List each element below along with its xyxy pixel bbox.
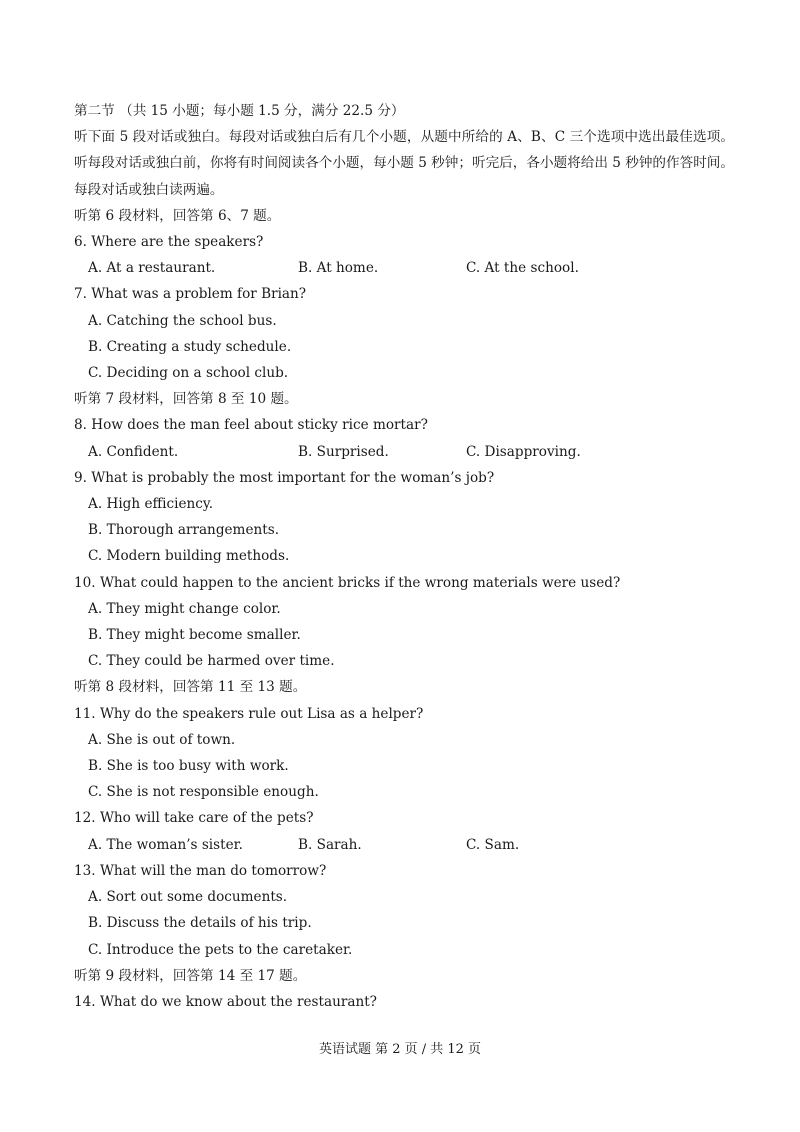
option-c: C. They could be harmed over time.	[88, 653, 335, 670]
option-b: B. Discuss the details of his trip.	[88, 915, 312, 932]
group-header: 听第 6 段材料，回答第 6、7 题。	[74, 207, 281, 224]
question-stem: 8. How does the man feel about sticky rice mortar?	[74, 417, 428, 434]
exam-content	[74, 98, 734, 1015]
question-stem: 13. What will the man do tomorrow?	[74, 862, 327, 879]
question-stem: 9. What is probably the most important for the woman’s job?	[74, 469, 495, 486]
option-c: C. Introduce the pets to the caretaker.	[88, 941, 353, 958]
options-row	[74, 832, 734, 858]
option-b: B. They might become smaller.	[88, 627, 301, 644]
option-b: B. Surprised.	[298, 443, 389, 460]
option-c: C. Modern building methods.	[88, 548, 290, 565]
question-stem: 6. Where are the speakers?	[74, 234, 264, 251]
option-a: A. Confident.	[88, 443, 179, 460]
option-b: B. Thorough arrangements.	[88, 522, 280, 539]
question-stem: 14. What do we know about the restaurant?	[74, 993, 377, 1010]
option-c: C. She is not responsible enough.	[88, 784, 319, 801]
option-b: B. She is too busy with work.	[88, 758, 289, 775]
option-c: C. Deciding on a school club.	[88, 365, 289, 382]
option-a: A. Sort out some documents.	[88, 889, 288, 906]
option-a: A. She is out of town.	[88, 731, 236, 748]
option-c: C. Sam.	[466, 836, 520, 853]
option-a: A. Catching the school bus.	[88, 312, 277, 329]
option-a: A. They might change color.	[88, 600, 281, 617]
option-a: A. The woman’s sister.	[88, 836, 243, 853]
group-header: 听第 9 段材料，回答第 14 至 17 题。	[74, 967, 307, 984]
option-c: C. Disapproving.	[466, 443, 581, 460]
question-stem: 12. Who will take care of the pets?	[74, 810, 314, 827]
option-b: B. Creating a study schedule.	[88, 338, 292, 355]
section-instructions: 听下面 5 段对话或独白。每段对话或独白后有几个小题，从题中所给的 A、B、C 三个选项中选出最佳选项。听每段对话或独白前，你将有时间阅读各个小题，每小题 5 秒钟；听完后，各小题将给出 5 秒钟的作答时间。每段对话或独白读两遍。	[74, 129, 734, 198]
options-row	[74, 439, 734, 465]
group-header: 听第 8 段材料，回答第 11 至 13 题。	[74, 679, 307, 696]
option-c: C. At the school.	[466, 260, 579, 277]
options-row	[74, 255, 734, 281]
option-b: B. Sarah.	[298, 836, 362, 853]
option-b: B. At home.	[298, 260, 379, 277]
option-a: A. At a restaurant.	[88, 260, 216, 277]
option-a: A. High efficiency.	[88, 496, 214, 513]
section-title: 第二节 （共 15 小题；每小题 1.5 分，满分 22.5 分）	[74, 103, 405, 119]
question-stem: 10. What could happen to the ancient bricks if the wrong materials were used?	[74, 574, 621, 591]
group-header: 听第 7 段材料，回答第 8 至 10 题。	[74, 391, 298, 408]
page-footer: 英语试题 第 2 页 / 共 12 页	[318, 1042, 482, 1057]
question-stem: 7. What was a problem for Brian?	[74, 286, 307, 303]
question-stem: 11. Why do the speakers rule out Lisa as a helper?	[74, 705, 424, 722]
